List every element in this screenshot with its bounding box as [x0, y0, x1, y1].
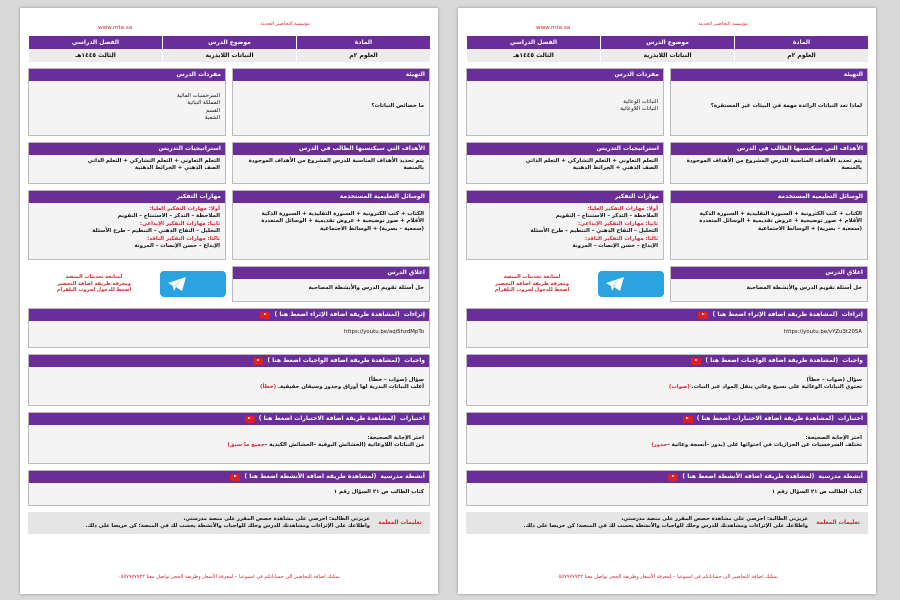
activities-title: أنشطة مدرسية: [380, 473, 425, 480]
vocab-box: [466, 68, 664, 136]
subject-value: العلوم ٢م: [296, 49, 430, 62]
thinking-heading: ثانيا: مهارات التفكير الإبداعي:: [577, 220, 658, 227]
org-name: مؤسسة التحاضير الحديثة: [260, 22, 310, 27]
tools-line: (سمعية – بصرية) + الوسائط الاجتماعية: [757, 225, 862, 232]
homework-answer: (خطأ): [259, 384, 277, 391]
subject-value: العلوم ٢م: [734, 49, 868, 62]
activities-link[interactable]: (لمشاهدة طريقة اضافة الأنشطة اضغط هنا ): [244, 473, 377, 480]
promo-line: ومعرفة طريقة اضافة التحضير: [494, 280, 570, 287]
closing-box: [232, 266, 430, 302]
thinking-heading: ثالثا: مهارات التفكير الناقد:: [585, 235, 658, 242]
topic-value: النباتات اللابذرية: [600, 49, 734, 62]
vocab-title: مفردات الدرس: [29, 69, 225, 81]
tests-answer: جميع ما سبق): [227, 442, 265, 449]
vocab-item: النباتات اللاوعائية: [620, 106, 658, 113]
tests-question: اختر الإجابة الصحيحة:: [805, 435, 862, 441]
vocab-item: المملكة النباتية: [187, 100, 220, 107]
instructions-line: واطلاعك على الإثراءات ومشاهدتك للدرس وحلك للواجبات والأنشطة يحسب لك في المنصة؛ كن حريصا على ذلك.: [85, 523, 370, 529]
thinking-text: التحليل – التفاح الذهني – التنظيم – طرح الأسئلة: [530, 228, 658, 235]
thinking-box: [466, 190, 664, 260]
promo-line: اضغط للدخول لجروب التلقرام: [56, 287, 132, 294]
objectives-text: يتم تحديد الأهداف المناسبة للدرس المشروع من الأهداف الموجودة بالمنصة: [248, 158, 424, 172]
tests-title: اختبارات: [399, 415, 425, 422]
tools-line: (سمعية – بصرية) + الوسائط الاجتماعية: [319, 225, 424, 232]
vocab-item: القسم: [205, 107, 220, 114]
instructions-line: عزيزتي الطالبة: احرصي على مشاهدة حصص المقرر على منصة مدرستي،: [621, 516, 808, 522]
youtube-icon[interactable]: [698, 312, 708, 319]
semester-value: الثالث ١٤٤٥هـ: [28, 49, 162, 62]
enrichment-url[interactable]: https://youtu.be/aqi5hzdMpTo: [343, 329, 424, 335]
thinking-text: الإبداع – حسن الإنصات – المرونة: [134, 243, 220, 250]
closing-title: اغلاق الدرس: [671, 267, 867, 279]
enrichment-url[interactable]: https://youtu.be/vYZu3t205A: [783, 329, 862, 335]
tests-text: من النباتات اللاوعائية (الحشائش البوقية –الحشائش الكبدية –: [264, 442, 424, 449]
closing-text: حل أسئلة تقويم الدرس والأنشطة المصاحبة: [746, 285, 862, 291]
thinking-box: [28, 190, 226, 260]
strategies-title: استراتيجيات التدريس: [467, 143, 663, 155]
promo-line: اضغط للدخول لجروب التلقرام: [494, 287, 570, 294]
telegram-promo[interactable]: [466, 266, 664, 302]
semester-header: الفصل الدراسي: [466, 36, 600, 49]
youtube-icon[interactable]: [230, 474, 240, 481]
thinking-title: مهارات التفكير: [467, 191, 663, 203]
topic-header: موضوع الدرس: [162, 36, 296, 49]
telegram-icon[interactable]: [160, 271, 226, 297]
telegram-icon[interactable]: [598, 271, 664, 297]
instructions-label: تعليمات المعلمة: [378, 520, 422, 526]
activities-text: كتاب الطالب ص ٢١ السؤال رقم ١: [771, 489, 862, 495]
youtube-icon[interactable]: [253, 358, 263, 365]
enrichment-box: [28, 308, 430, 348]
telegram-promo[interactable]: [28, 266, 226, 302]
youtube-icon[interactable]: [683, 416, 693, 423]
enrichment-title: إثراءات: [403, 311, 425, 318]
header-values: [466, 49, 868, 62]
tests-box: [466, 412, 868, 464]
strategies-box: [28, 142, 226, 184]
strategies-title: استراتيجيات التدريس: [29, 143, 225, 155]
thinking-heading: ثانيا: مهارات التفكير الإبداعي:: [139, 220, 220, 227]
enrichment-link[interactable]: (لمشاهدة طريقة اضافة الإثراء اضغط هنا ): [712, 311, 838, 318]
youtube-icon[interactable]: [668, 474, 678, 481]
thinking-text: الملاحظة – التذكر – الاستنتاج – التقويم: [117, 213, 220, 220]
enrichment-box: [466, 308, 868, 348]
objectives-text: يتم تحديد الأهداف المناسبة للدرس المشروع من الأهداف الموجودة بالمنصة: [686, 158, 862, 172]
strategies-line: التعلم التعاوني + التعلم التشاركي + التعلم الذاتي: [87, 158, 220, 164]
thinking-heading: أولا: مهارات التفكير العليا:: [149, 206, 220, 212]
activities-text: كتاب الطالب ص ٢١ السؤال رقم ١: [333, 489, 424, 495]
homework-question: سؤال (صواب – خطأ): [806, 377, 862, 383]
activities-title: أنشطة مدرسية: [818, 473, 863, 480]
header-row: [466, 36, 868, 49]
homework-box: [466, 354, 868, 406]
activities-link[interactable]: (لمشاهدة طريقة اضافة الأنشطة اضغط هنا ): [682, 473, 815, 480]
vocab-item: السرخسيات المائية: [176, 93, 220, 99]
objectives-title: الأهداف التي سيكتسبها الطالب في الدرس: [671, 143, 867, 155]
topic-value: النباتات اللابذرية: [162, 49, 296, 62]
warmup-title: التهيئة: [233, 69, 429, 81]
warmup-box: [670, 68, 868, 136]
tests-answer: جذور): [651, 442, 668, 449]
homework-question: سؤال (صواب – خطأ): [368, 377, 424, 383]
youtube-icon[interactable]: [260, 312, 270, 319]
vocab-item: الشعبة: [204, 115, 220, 122]
tests-link[interactable]: (لمشاهدة طريقة اضافة الاختبارات اضغط هنا ): [696, 415, 834, 422]
homework-answer: (صواب): [668, 384, 690, 391]
header-values: [28, 49, 430, 62]
instructions-row: [28, 512, 430, 534]
youtube-icon[interactable]: [691, 358, 701, 365]
enrichment-link[interactable]: (لمشاهدة طريقة اضافة الإثراء اضغط هنا ): [274, 311, 400, 318]
closing-text: حل أسئلة تقويم الدرس والأنشطة المصاحبة: [308, 285, 424, 291]
warmup-title: التهيئة: [671, 69, 867, 81]
semester-value: الثالث ١٤٤٥هـ: [466, 49, 600, 62]
warmup-text: لماذا تعد النباتات الرائدة مهمة في البيئات غير المستقرة؟: [710, 103, 862, 109]
closing-box: [670, 266, 868, 302]
vocab-item: النباتات الوعائية: [623, 99, 658, 105]
header-row: [28, 36, 430, 49]
tests-link[interactable]: (لمشاهدة طريقة اضافة الاختبارات اضغط هنا ): [258, 415, 396, 422]
thinking-heading: أولا: مهارات التفكير العليا:: [587, 206, 658, 212]
strategies-box: [466, 142, 664, 184]
tools-line: الأقلام + صور توضيحية + عروض تقديمية + الوسائل المتعددة: [699, 218, 862, 225]
tools-box: [670, 190, 868, 260]
thinking-text: الملاحظة – التذكر – الاستنتاج – التقويم: [555, 213, 658, 220]
promo-line: لمتابعة تحديثات المنصة: [65, 274, 123, 281]
strategies-line: الصف الذهني + الخرائط الذهنية: [134, 165, 220, 172]
instructions-line: واطلاعك على الإثراءات ومشاهدتك للدرس وحلك للواجبات والأنشطة يحسب لك في المنصة؛ كن حريصا على ذلك.: [523, 523, 808, 529]
homework-box: [28, 354, 430, 406]
site-url[interactable]: www.mta.sa: [536, 25, 571, 31]
instructions-line: عزيزتي الطالبة: احرصي على مشاهدة حصص المقرر على منصة مدرستي،: [183, 516, 370, 522]
tools-line: الأقلام + صور توضيحية + عروض تقديمية + الوسائل المتعددة: [261, 218, 424, 225]
vocab-box: [28, 68, 226, 136]
tests-text: تختلف السرخسيات عن الحزازيات في احتوائها على (بذور –أنسجة وعائية –: [667, 442, 862, 449]
subject-header: المادة: [296, 36, 430, 49]
youtube-icon[interactable]: [245, 416, 255, 423]
homework-link[interactable]: (لمشاهدة طريقة اضافة الواجبات اضغط هنا ): [705, 357, 839, 364]
closing-title: اغلاق الدرس: [233, 267, 429, 279]
thinking-text: الإبداع – حسن الإنصات – المرونة: [572, 243, 658, 250]
thinking-title: مهارات التفكير: [29, 191, 225, 203]
semester-header: الفصل الدراسي: [28, 36, 162, 49]
thinking-heading: ثالثا: مهارات التفكير الناقد:: [147, 235, 220, 242]
objectives-box: [232, 142, 430, 184]
tools-line: الكتاب + كتب الكترونية + السبورة التقليدية + السبورة الذكية: [261, 211, 424, 217]
tools-box: [232, 190, 430, 260]
tools-title: الوسائل التعليمية المستخدمة: [233, 191, 429, 203]
lesson-page-left: [20, 8, 438, 594]
enrichment-title: إثراءات: [841, 311, 863, 318]
activities-box: [466, 470, 868, 506]
homework-text: تحتوي النباتات الوعائية على نسيج وعائي ينقل المواد عبر النبات.: [691, 384, 862, 391]
vocab-title: مفردات الدرس: [467, 69, 663, 81]
activities-box: [28, 470, 430, 506]
lesson-page-right: [458, 8, 876, 594]
instructions-row: [466, 512, 868, 534]
thinking-text: التحليل – التفاح الذهني – التنظيم – طرح الأسئلة: [92, 228, 220, 235]
site-url[interactable]: www.mta.sa: [98, 25, 133, 31]
homework-link[interactable]: (لمشاهدة طريقة اضافة الواجبات اضغط هنا ): [267, 357, 401, 364]
objectives-box: [670, 142, 868, 184]
tests-box: [28, 412, 430, 464]
promo-line: ومعرفة طريقة اضافة التحضير: [56, 280, 132, 287]
tools-line: الكتاب + كتب الكترونية + السبورة التقليدية + السبورة الذكية: [699, 211, 862, 217]
tests-question: اختر الإجابة الصحيحة:: [367, 435, 424, 441]
footer-note: بمكنك اضافة التحاضير الى حساباتكم في اسبوعيا – لمعرفة الأسعار وطريقة الحجز تواصل معنا ٠٥٥٧٩٧٧٧٢٢: [556, 574, 778, 580]
instructions-label: تعليمات المعلمة: [816, 520, 860, 526]
tests-title: اختبارات: [837, 415, 863, 422]
strategies-line: التعلم التعاوني + التعلم التشاركي + التعلم الذاتي: [525, 158, 658, 164]
objectives-title: الأهداف التي سيكتسبها الطالب في الدرس: [233, 143, 429, 155]
warmup-box: [232, 68, 430, 136]
homework-title: واجبات: [842, 357, 863, 364]
subject-header: المادة: [734, 36, 868, 49]
topic-header: موضوع الدرس: [600, 36, 734, 49]
warmup-text: ما خصائص النباتات؟: [371, 103, 424, 109]
org-name: مؤسسة التحاضير الحديثة: [698, 22, 748, 27]
footer-note: بمكنك اضافة التحاضير الى حساباتكم في اسبوعيا – لمعرفة الأسعار وطريقة الحجز تواصل معنا ٠٥٥٧٩٧٧٧٢٢: [118, 574, 340, 580]
homework-text: أغلب النباتات البذرية لها أوراق وجذور وسيقان حقيقية.: [277, 384, 424, 391]
tools-title: الوسائل التعليمية المستخدمة: [671, 191, 867, 203]
promo-line: لمتابعة تحديثات المنصة: [503, 274, 561, 281]
homework-title: واجبات: [404, 357, 425, 364]
strategies-line: الصف الذهني + الخرائط الذهنية: [572, 165, 658, 172]
